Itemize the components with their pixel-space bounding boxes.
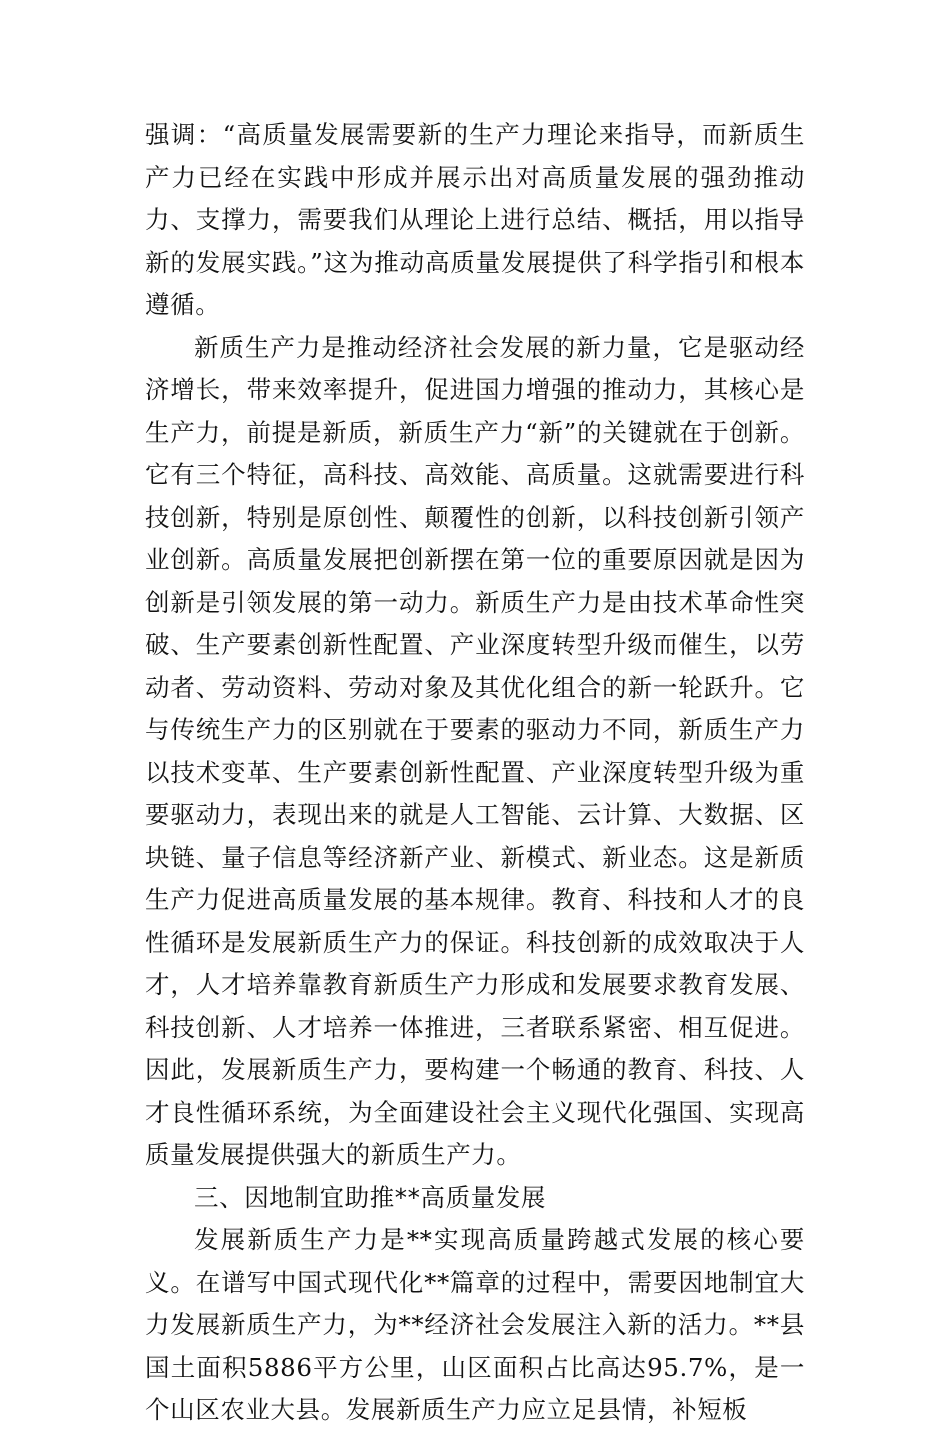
- document-body: [145, 114, 805, 1432]
- paragraph-quote-continuation: 强调：“高质量发展需要新的生产力理论来指导，而新质生产力已经在实践中形成并展示出对高质量发展的强劲推动力、支撑力，需要我们从理论上进行总结、概括，用以指导新的发展实践。”这为推动高质量发展提供了科学指引和根本遵循。: [145, 120, 805, 319]
- paragraph-local-development: 发展新质生产力是**实现高质量跨越式发展的核心要义。在谱写中国式现代化**篇章的过程中，需要因地制宜大力发展新质生产力，为**经济社会发展注入新的活力。**县国土面积5886平方公里，山区面积占比高达95.7%，是一个山区农业大县。发展新质生产力应立足县情，补短板: [145, 1225, 805, 1424]
- paragraph-new-productivity: 新质生产力是推动经济社会发展的新力量，它是驱动经济增长，带来效率提升，促进国力增强的推动力，其核心是生产力，前提是新质，新质生产力“新”的关键就在于创新。它有三个特征，高科技、高效能、高质量。这就需要进行科技创新，特别是原创性、颠覆性的创新，以科技创新引领产业创新。高质量发展把创新摆在第一位的重要原因就是因为创新是引领发展的第一动力。新质生产力是由技术革命性突破、生产要素创新性配置、产业深度转型升级而催生，以劳动者、劳动资料、劳动对象及其优化组合的新一轮跃升。它与传统生产力的区别就在于要素的驱动力不同，新质生产力以技术变革、生产要素创新性配置、产业深度转型升级为重要驱动力，表现出来的就是人工智能、云计算、大数据、区块链、量子信息等经济新产业、新模式、新业态。这是新质生产力促进高质量发展的基本规律。教育、科技和人才的良性循环是发展新质生产力的保证。科技创新的成效取决于人才，人才培养靠教育新质生产力形成和发展要求教育发展、科技创新、人才培养一体推进，三者联系紧密、相互促进。因此，发展新质生产力，要构建一个畅通的教育、科技、人才良性循环系统，为全面建设社会主义现代化强国、实现高质量发展提供强大的新质生产力。: [145, 332, 805, 1169]
- section-heading-three: 三、因地制宜助推**高质量发展: [194, 1182, 546, 1212]
